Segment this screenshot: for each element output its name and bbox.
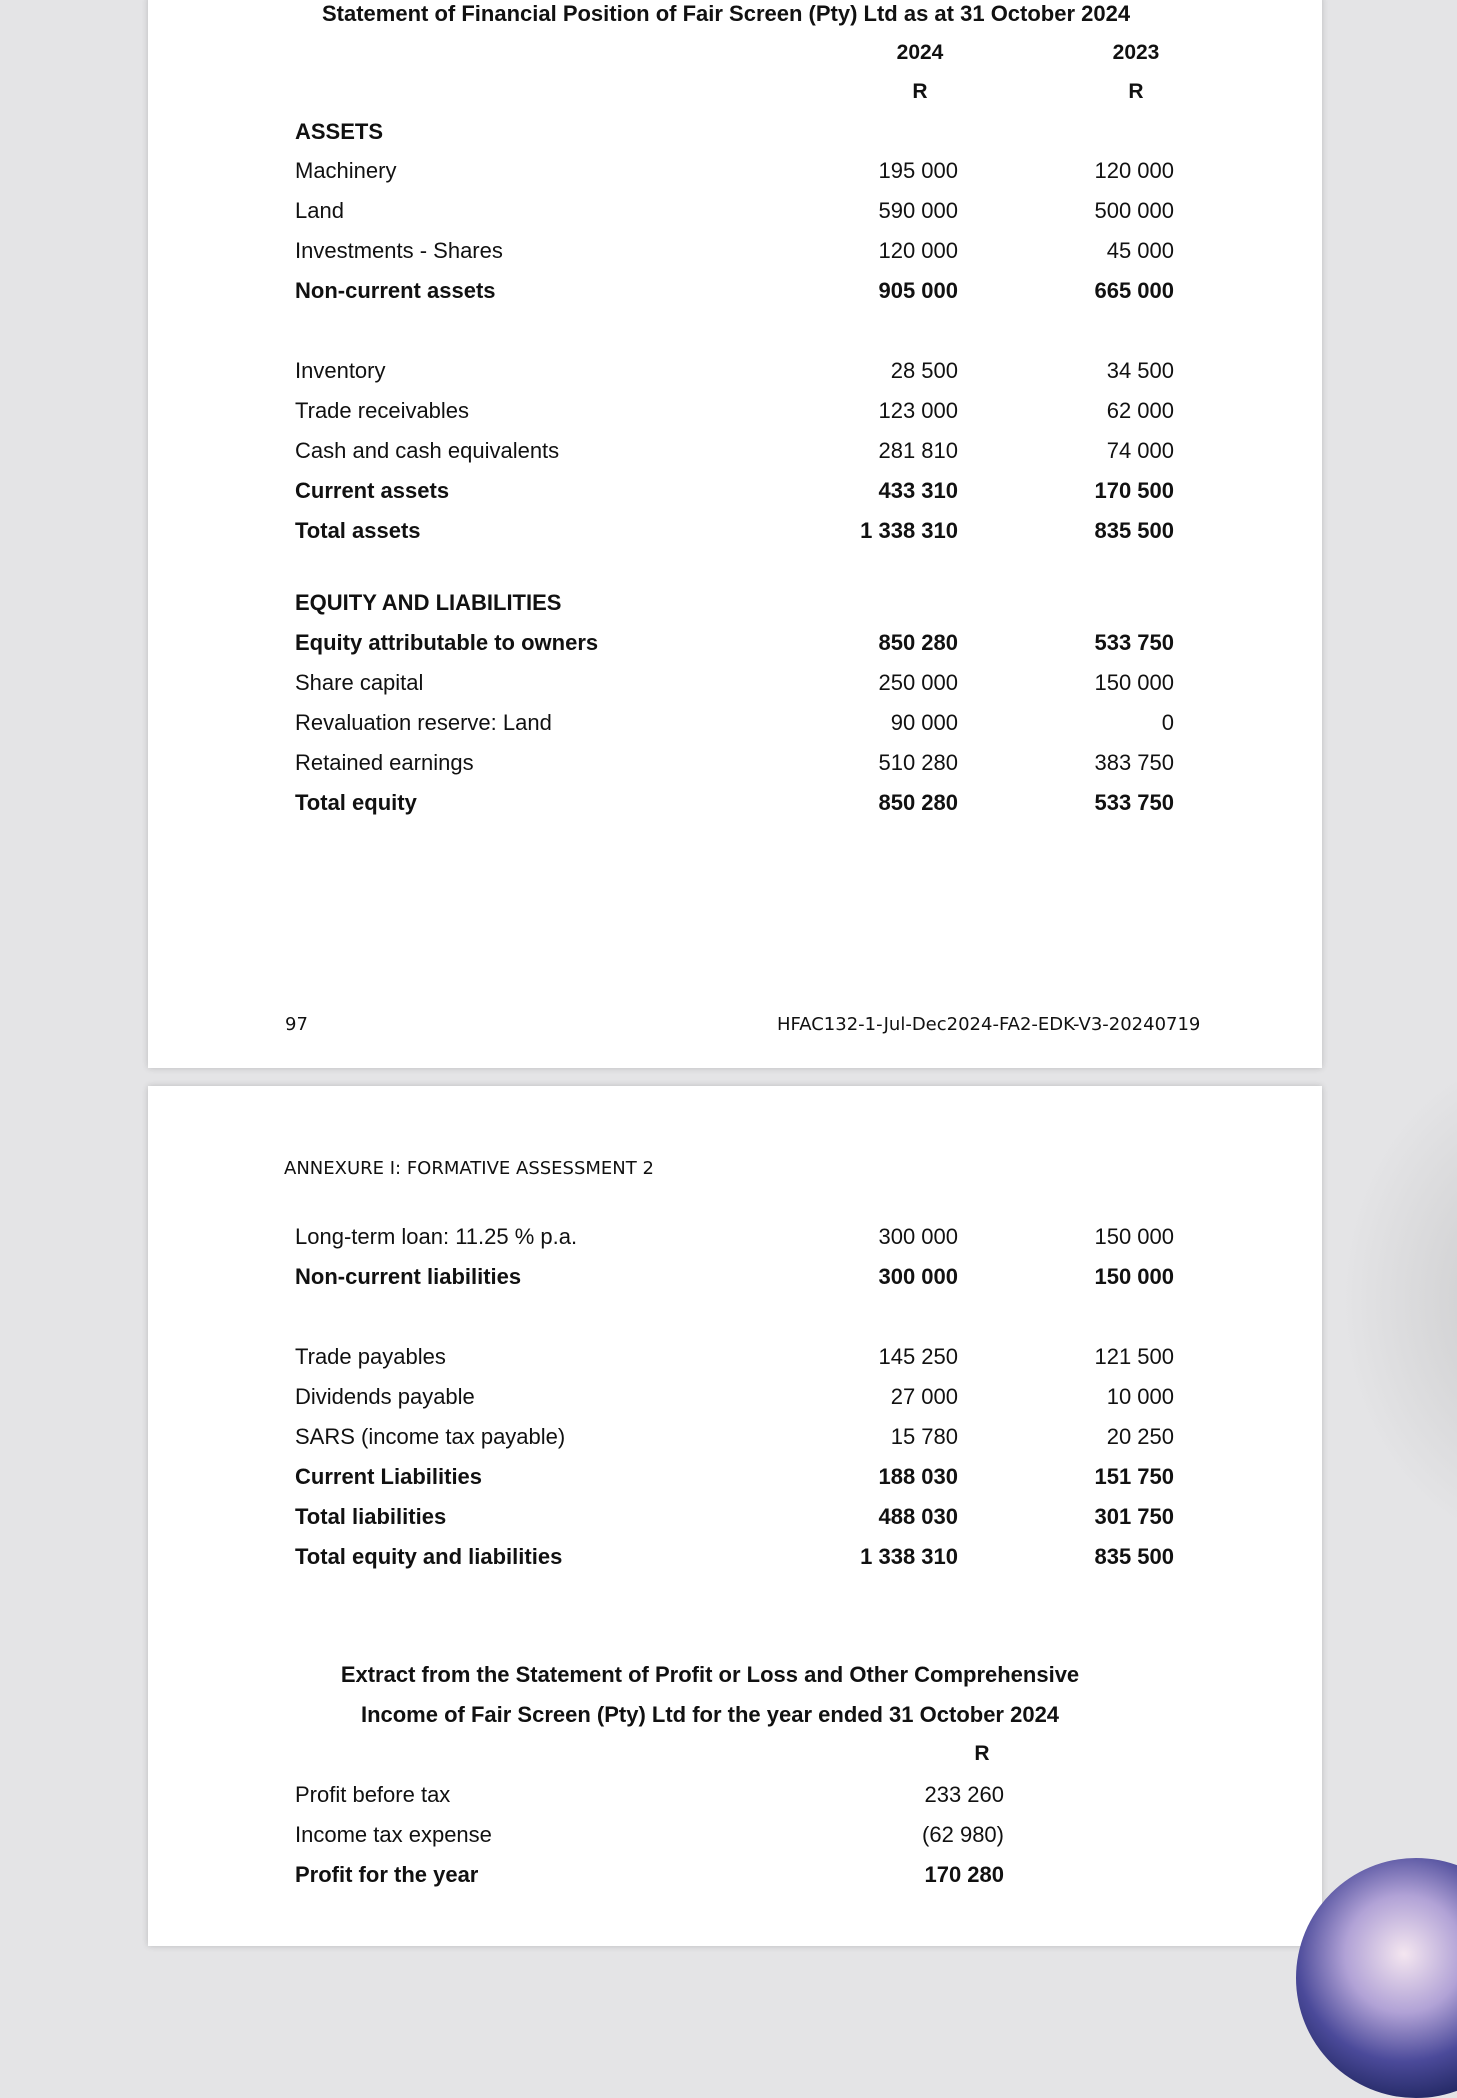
row-value-2024: 90 000: [890, 710, 958, 735]
assets-heading: ASSETS: [295, 119, 384, 144]
row-value-2023: 34 500: [1106, 358, 1174, 383]
row-value-2024: 145 250: [878, 1344, 958, 1369]
document-code: HFAC132-1-Jul-Dec2024-FA2-EDK-V3-20240719: [777, 1014, 1201, 1035]
row-value-2024: 15 780: [890, 1424, 958, 1449]
row-value-2024: 590 000: [878, 198, 958, 223]
row-value-2024: 488 030: [878, 1504, 958, 1529]
row-label: Total assets: [295, 518, 421, 543]
row-label: Total equity: [295, 790, 417, 815]
row-value-2023: 170 500: [1094, 478, 1174, 503]
row-label: Trade receivables: [295, 398, 470, 423]
row-label: Profit before tax: [295, 1782, 451, 1807]
row-value-2024: 233 260: [924, 1782, 1004, 1807]
row-value-2023: 665 000: [1094, 278, 1174, 303]
row-value-2024: 123 000: [878, 398, 958, 423]
background-shadow: [1340, 1050, 1457, 1550]
row-value-2023: 10 000: [1106, 1384, 1174, 1409]
row-label: Retained earnings: [295, 750, 474, 775]
row-value-2023: 120 000: [1094, 158, 1174, 183]
row-value-2023: 383 750: [1094, 750, 1174, 775]
row-value-2024: 195 000: [878, 158, 958, 183]
document-page-98: [148, 1086, 1322, 1946]
row-value-2023: 835 500: [1094, 1544, 1174, 1569]
row-label: Non-current liabilities: [295, 1264, 522, 1289]
col-2023-currency: R: [1128, 80, 1144, 103]
row-label: Non-current assets: [295, 278, 496, 303]
row-label: Cash and cash equivalents: [295, 438, 560, 463]
row-label: Dividends payable: [295, 1384, 475, 1409]
row-value-2024: 28 500: [890, 358, 958, 383]
document-page-97: [148, 0, 1322, 1068]
row-value-2023: 121 500: [1094, 1344, 1174, 1369]
row-value-2023: 150 000: [1094, 1264, 1174, 1289]
pl-currency-header: R: [974, 1742, 990, 1765]
row-value-2023: 20 250: [1106, 1424, 1174, 1449]
row-label: Inventory: [295, 358, 386, 383]
row-value-2024: 433 310: [878, 478, 958, 503]
row-value-2024: 250 000: [878, 670, 958, 695]
pl-title-line2: Income of Fair Screen (Pty) Ltd for the year ended 31 October 2024: [360, 1702, 1060, 1727]
row-value-2023: 500 000: [1094, 198, 1174, 223]
row-value-2024: 300 000: [878, 1264, 958, 1289]
row-value-2023: 62 000: [1106, 398, 1174, 423]
row-value-2024: 510 280: [878, 750, 958, 775]
row-label: Revaluation reserve: Land: [295, 710, 552, 735]
row-value-2023: 150 000: [1094, 670, 1174, 695]
row-value-2023: 301 750: [1094, 1504, 1174, 1529]
row-value-2024: 188 030: [878, 1464, 958, 1489]
row-value-2024: 120 000: [878, 238, 958, 263]
row-label: Profit for the year: [295, 1862, 479, 1887]
row-value-2023: 45 000: [1106, 238, 1174, 263]
row-value-2024: 1 338 310: [860, 1544, 958, 1569]
row-label: Land: [295, 198, 344, 223]
row-value-2023: 151 750: [1094, 1464, 1174, 1489]
row-value-2024: 850 280: [878, 790, 958, 815]
row-value-2024: 1 338 310: [860, 518, 958, 543]
row-value-2024: 170 280: [924, 1862, 1004, 1887]
row-value-2024: 281 810: [878, 438, 958, 463]
row-value-2024: (62 980): [922, 1822, 1004, 1847]
row-label: Long-term loan: 11.25 % p.a.: [295, 1224, 578, 1249]
row-value-2024: 27 000: [890, 1384, 958, 1409]
row-value-2023: 533 750: [1094, 790, 1174, 815]
row-label: Machinery: [295, 158, 397, 183]
page-number: 97: [285, 1014, 308, 1035]
row-label: Current assets: [295, 478, 450, 503]
row-label: SARS (income tax payable): [295, 1424, 566, 1449]
col-2024-header: 2024: [896, 41, 944, 64]
row-value-2023: 74 000: [1106, 438, 1174, 463]
col-2024-currency: R: [912, 80, 928, 103]
row-value-2023: 150 000: [1094, 1224, 1174, 1249]
row-value-2024: 905 000: [878, 278, 958, 303]
col-2023-header: 2023: [1112, 41, 1160, 64]
equity-liabilities-heading: EQUITY AND LIABILITIES: [295, 590, 562, 615]
row-label: Total liabilities: [295, 1504, 447, 1529]
row-value-2024: 300 000: [878, 1224, 958, 1249]
row-value-2023: 533 750: [1094, 630, 1174, 655]
row-value-2023: 0: [1161, 710, 1174, 735]
row-label: Income tax expense: [295, 1822, 492, 1847]
row-value-2023: 835 500: [1094, 518, 1174, 543]
row-label: Investments - Shares: [295, 238, 503, 263]
row-label: Current Liabilities: [295, 1464, 483, 1489]
row-label: Equity attributable to owners: [295, 630, 599, 655]
row-label: Total equity and liabilities: [295, 1544, 563, 1569]
pl-title-line1: Extract from the Statement of Profit or Loss and Other Comprehensive: [340, 1662, 1080, 1687]
row-label: Trade payables: [295, 1344, 446, 1369]
annexure-heading: ANNEXURE I: FORMATIVE ASSESSMENT 2: [284, 1158, 654, 1179]
row-value-2024: 850 280: [878, 630, 958, 655]
sfp-title: Statement of Financial Position of Fair Screen (Pty) Ltd as at 31 October 2024: [322, 1, 1131, 26]
row-label: Share capital: [295, 670, 424, 695]
